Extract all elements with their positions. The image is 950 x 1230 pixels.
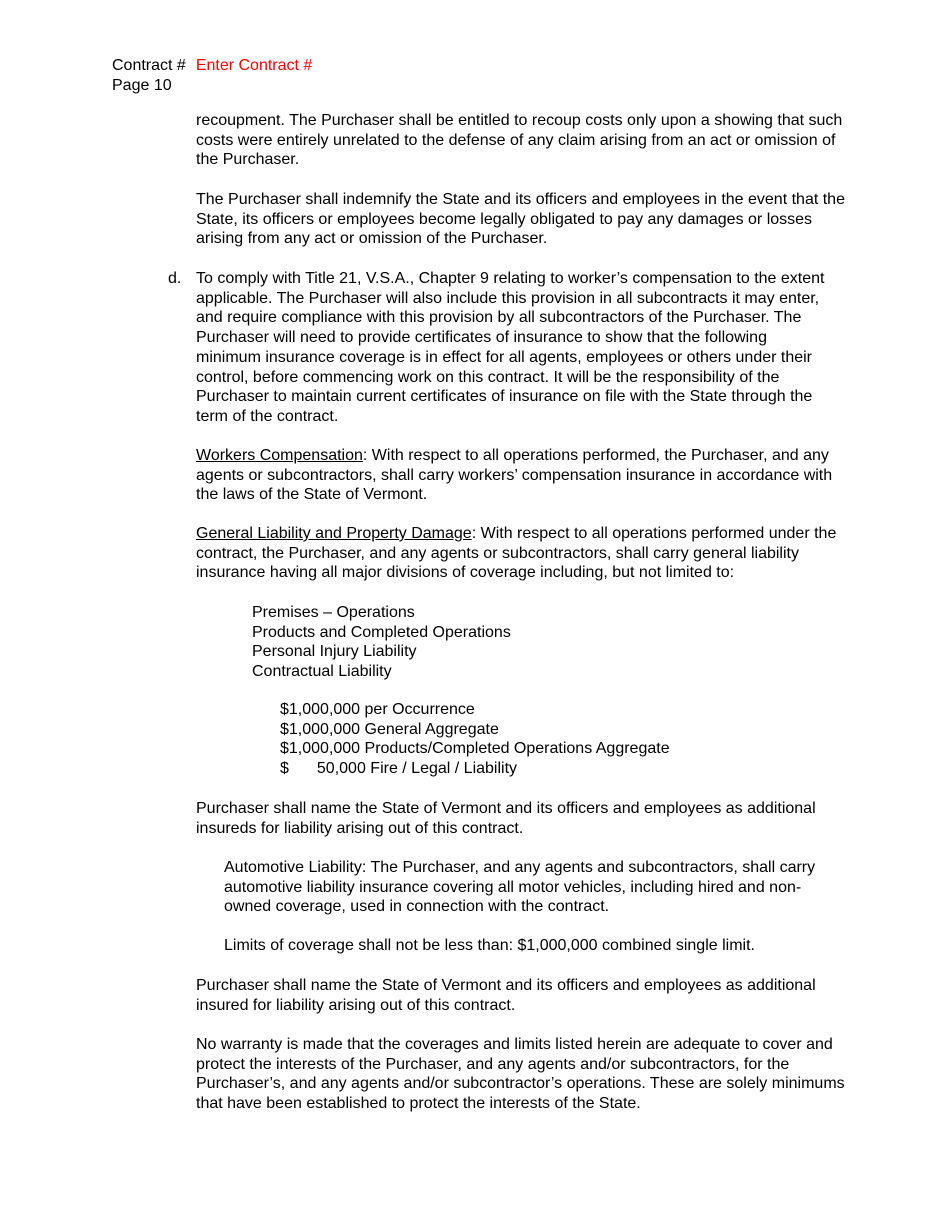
limit-item: $1,000,000 General Aggregate (280, 720, 499, 738)
contract-number-field[interactable]: Enter Contract # (195, 57, 313, 74)
fire-limit-text: 50,000 Fire / Legal / Liability (316, 760, 518, 778)
list-item: Contractual Liability (252, 663, 392, 681)
paragraph-automotive-liability: Automotive Liability: The Purchaser, and any agents and subcontractors, shall carry automotive liability insurance covering all motor vehicles, including hired and non-owned coverage, used in connection with the contract. (224, 859, 816, 916)
page-number: Page 10 (112, 77, 172, 94)
paragraph-workers-comp-requirement: To comply with Title 21, V.S.A., Chapter 9 relating to worker’s compensation to the extent applicable. The Purchaser will also include this provision in all subcontracts it may enter, and require compliance with this provision by all subcontractors of the Purchaser. The Purchaser will need to provide certificates of insurance to show that the following minimum insurance coverage is in effect for all agents, employees or others under their control, before commencing work on this contract. It will be the responsibility of the Purchaser to maintain current certificates of insurance on file with the State through the term of the contract. (196, 270, 825, 425)
coverage-list (252, 603, 511, 682)
list-marker-d: d. (168, 270, 182, 287)
list-item: Premises – Operations (252, 604, 415, 621)
paragraph-additional-insured: Purchaser shall name the State of Vermont and its officers and employees as additional insured for liability arising out of this contract. (196, 977, 816, 1014)
paragraph-no-warranty: No warranty is made that the coverages and limits listed herein are adequate to cover and protect the interests of the Purchaser, and any agents and/or subcontractors, for the Purchaser’s, and any agents and/or subcontractor’s operations. These are solely minimums that have been established to protect the interests of the State. (196, 1036, 845, 1113)
paragraph-workers-compensation (196, 446, 846, 505)
paragraph-auto-limits: Limits of coverage shall not be less than: $1,000,000 combined single limit. (224, 937, 755, 954)
limit-item: $1,000,000 per Occurrence (280, 701, 475, 718)
limit-item: $1,000,000 Products/Completed Operations Aggregate (280, 740, 670, 758)
general-liability-text: : With respect to all operations performed under the contract, the Purchaser, and any agents or subcontractors, shall carry general liability insurance having all major divisions of coverage including, but not limited to: (196, 525, 837, 582)
paragraph-general-liability (196, 524, 846, 583)
paragraph-recoupment: recoupment. The Purchaser shall be entitled to recoup costs only upon a showing that such costs were entirely unrelated to the defense of any claim arising from an act or omission of the Purchaser. (196, 112, 843, 169)
limit-item-fire (280, 759, 670, 779)
contract-label: Contract # (112, 57, 186, 74)
limits-list (280, 700, 670, 779)
list-item: Products and Completed Operations (252, 623, 511, 641)
list-item: Personal Injury Liability (252, 643, 417, 661)
workers-compensation-heading: Workers Compensation (196, 447, 363, 464)
page-header (112, 56, 312, 96)
paragraph-additional-insureds: Purchaser shall name the State of Vermont and its officers and employees as additional insureds for liability arising out of this contract. (196, 800, 816, 837)
paragraph-indemnify: The Purchaser shall indemnify the State and its officers and employees in the event that the State, its officers or employees become legally obligated to pay any damages or losses arising from any act or omission of the Purchaser. (196, 191, 845, 248)
fire-limit-symbol: $ (280, 760, 289, 778)
general-liability-heading: General Liability and Property Damage (196, 525, 472, 542)
workers-compensation-text: : With respect to all operations performed, the Purchaser, and any agents or subcontractors, shall carry workers’ compensation insurance in accordance with the laws of the State of Vermont. (196, 447, 833, 504)
